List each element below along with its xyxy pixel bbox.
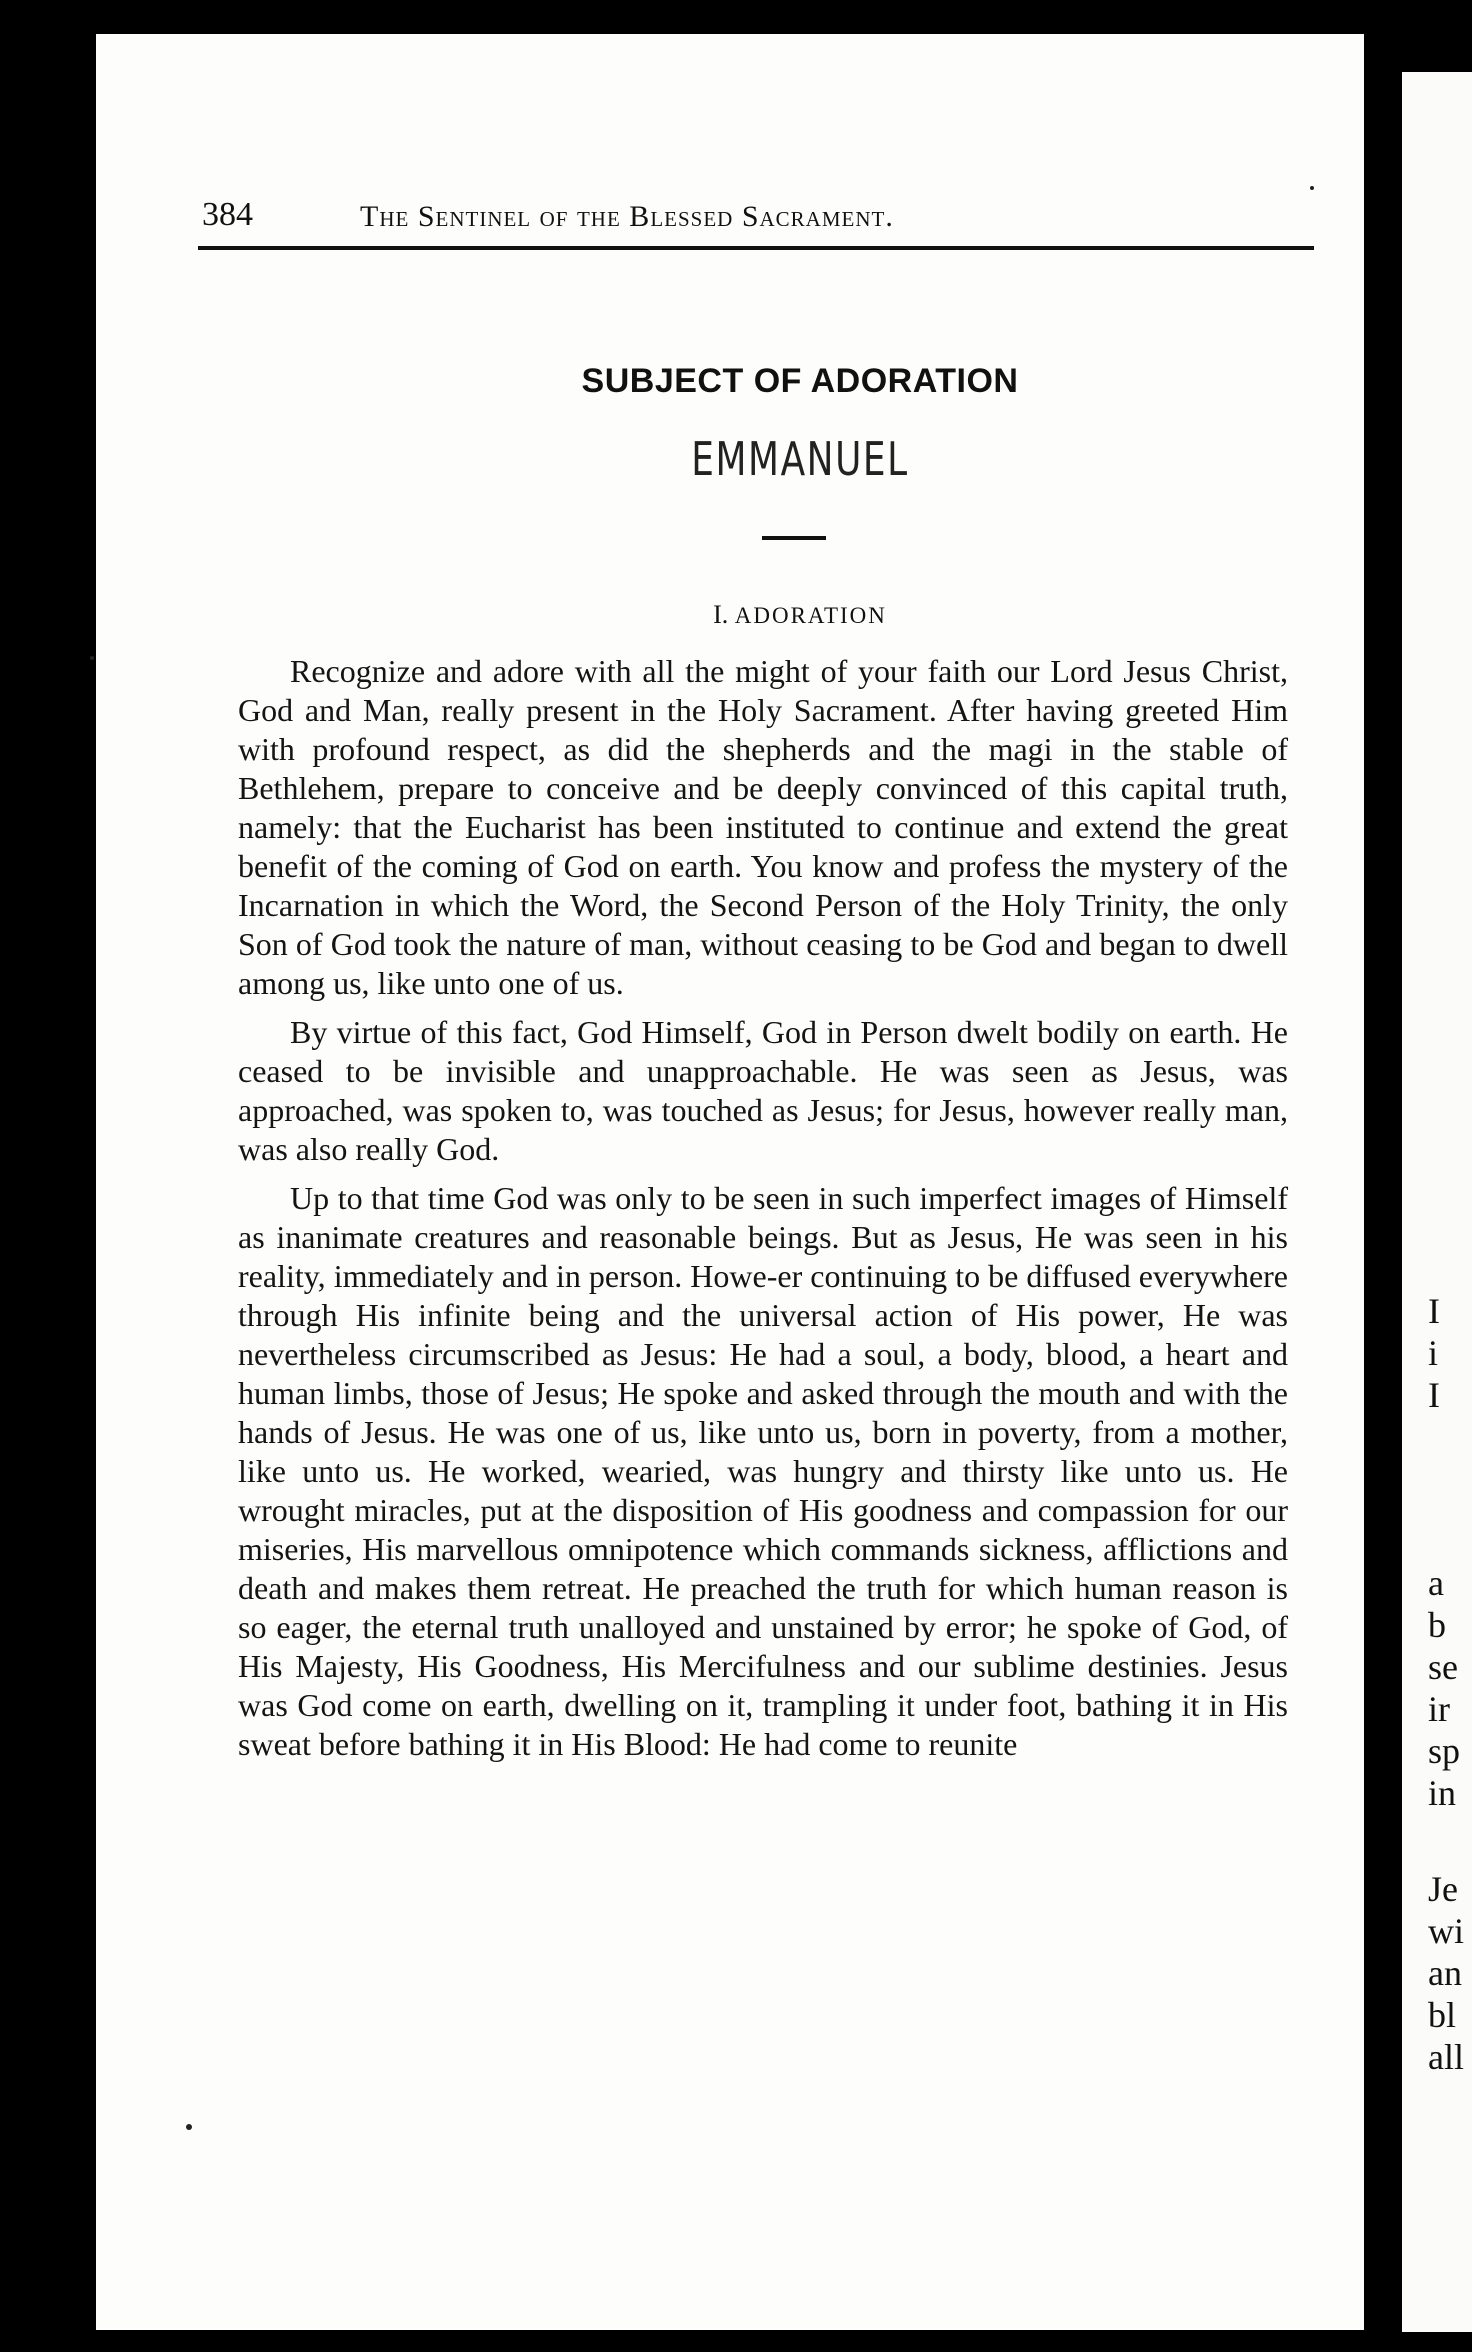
scan-speck [1310, 186, 1314, 190]
paragraph: Recognize and adore with all the might of your faith our Lord Jesus Christ, God and Man, really present in the Holy Sacrament. After having greeted Him with profound respect, as did the shepherds and the magi in the stable of Bethlehem, prepare to conceive and be deeply convinced of this capital truth, namely: that the Eucharist has been instituted to continue and extend the great benefit of the coming of God on earth. You know and profess the mystery of the Incarnation in which the Word, the Second Person of the Holy Trinity, the only Son of God took the nature of man, without ceasing to be God and began to dwell among us, like unto one of us. [238, 653, 1288, 1001]
scan-speck [90, 656, 94, 660]
facing-fragment: i [1428, 1333, 1439, 1373]
paragraph: By virtue of this fact, God Himself, God in Person dwelt bodily on earth. He ceased to be invisible and unapproachable. He was seen as Jesus, was approached, was spoken to, was touched as Jesus; for Jesus, however really man, was also really God. [238, 1014, 1288, 1167]
facing-fragment: I [1428, 1375, 1440, 1415]
facing-fragment: ir [1428, 1689, 1450, 1729]
article-title: EMMANUEL [691, 432, 909, 486]
title-divider [762, 536, 826, 540]
facing-fragment: b [1428, 1605, 1446, 1645]
facing-fragment: bl [1428, 1995, 1457, 2035]
page-number: 384 [202, 196, 253, 233]
facing-fragment: I [1428, 1291, 1440, 1331]
section-heading [0, 600, 1472, 630]
facing-fragment: sp [1428, 1731, 1461, 1771]
header-rule [198, 246, 1314, 250]
facing-page-edge [1402, 72, 1472, 2332]
facing-fragment: se [1428, 1647, 1458, 1687]
facing-fragment: all [1428, 2037, 1464, 2077]
article-body [238, 652, 1288, 1774]
facing-fragment: an [1428, 1953, 1462, 1993]
paragraph: Up to that time God was only to be seen in such imperfect images of Himself as inanimate creatures and reasonable beings. But as Jesus, He was seen in his reality, immediately and in person. Howe-er continuing to be diffused everywhere through His infinite being and the universal action of His power, He was nevertheless circumscribed as Jesus: He had a soul, a body, blood, a heart and human limbs, those of Jesus; He spoke and asked through the mouth and with the hands of Jesus. He was one of us, like unto us, born in poverty, from a mother, like unto us. He worked, wearied, was hungry and thirsty like unto us. He wrought miracles, put at the disposition of His goodness and compassion for our miseries, His marvellous omnipotence which commands sickness, afflictions and death and makes them retreat. He preached the truth for which human reason is so eager, the eternal truth unalloyed and unstained by error; he spoke of God, of His Majesty, His Goodness, His Mercifulness and our sublime destinies. Jesus was God come on earth, dwelling on it, trampling it under foot, bathing it in His sweat before bathing it in His Blood: He had come to reunite [238, 1180, 1288, 1762]
article-subject: SUBJECT OF ADORATION [581, 362, 1019, 400]
section-title: ADORATION [734, 603, 887, 628]
facing-fragment: a [1428, 1563, 1444, 1603]
facing-fragment: Je [1428, 1869, 1458, 1909]
facing-fragment: wi [1428, 1911, 1464, 1951]
running-head [202, 196, 1310, 236]
running-head-title: The Sentinel of the Blessed Sacrament. [360, 200, 894, 233]
facing-fragment: in [1428, 1773, 1457, 1813]
scan-speck [186, 2124, 192, 2130]
section-number: I. [713, 600, 729, 629]
